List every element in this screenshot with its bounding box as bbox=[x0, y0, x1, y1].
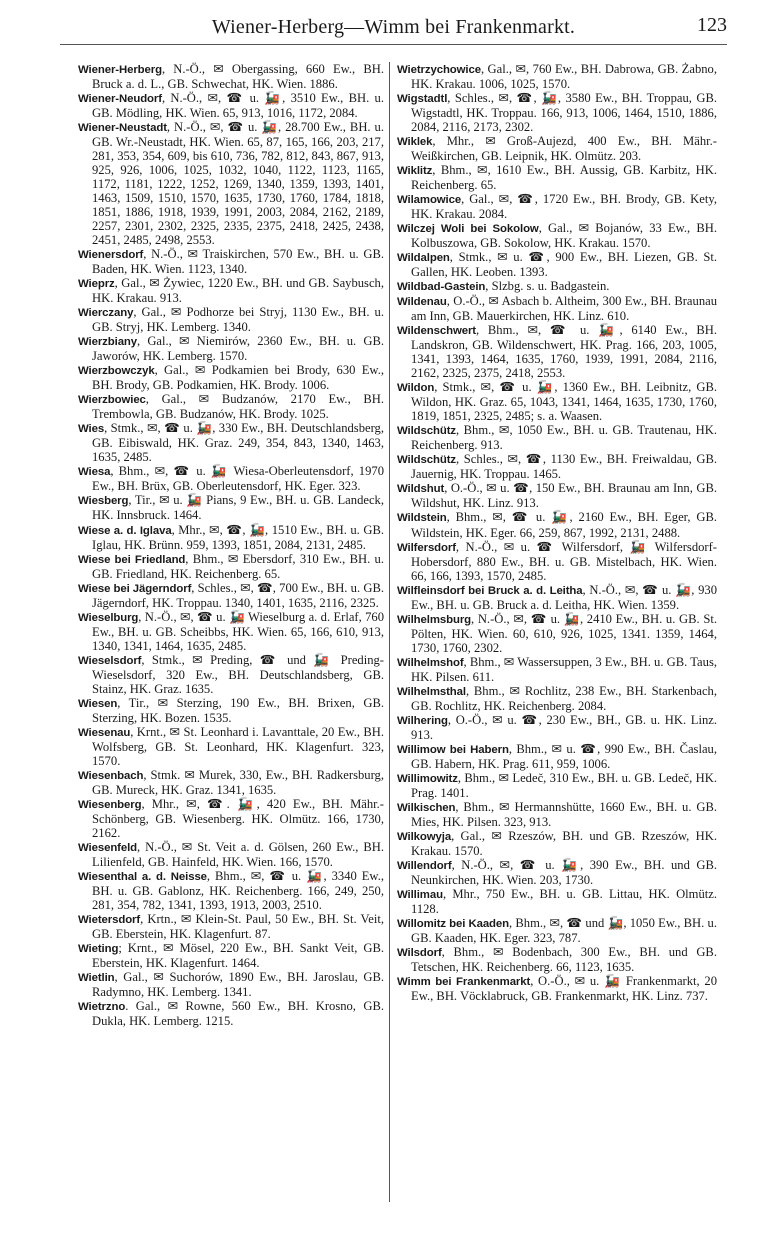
gazetteer-entry bbox=[397, 91, 717, 134]
gazetteer-entry bbox=[397, 452, 717, 481]
entry-details: , Gal., ✉ Rzeszów, BH. und GB. Rzeszów, HK. Krakau. 1570. bbox=[411, 828, 717, 858]
place-name: Wiesa bbox=[78, 466, 111, 479]
gazetteer-entry bbox=[397, 829, 717, 858]
entry-details: , Gal., ✉ Suchorów, 1890 Ew., BH. Jaroslau, GB. Radymno, HK. Lemberg. 1341. bbox=[92, 969, 384, 999]
entry-details: , N.-Ö., ✉, ☎ u. 🚂 Wieselburg a. d. Erlaf, 760 Ew., BH. u. GB. Scheibbs, HK. Wien. 65, 166, 610, 913, 1340, 1341, 1464, 1635, 2485. bbox=[92, 609, 384, 653]
gazetteer-entry bbox=[78, 493, 384, 522]
place-name: Wildbad-Gastein bbox=[397, 281, 486, 294]
place-name: Willomitz bei Kaaden bbox=[397, 917, 510, 930]
place-name: Wierzbowiec bbox=[78, 394, 146, 407]
gazetteer-entry bbox=[397, 742, 717, 771]
entry-details: , N.-Ö., ✉ Traiskirchen, 570 Ew., BH. u. GB. Baden, HK. Wien. 1123, 1340. bbox=[92, 247, 384, 277]
gazetteer-entry bbox=[78, 610, 384, 653]
gazetteer-entry bbox=[397, 916, 717, 945]
entry-details: , Bhm., ✉ u. ☎, 990 Ew., BH. Časlau, GB. Habern, HK. Prag. 611, 959, 1006. bbox=[411, 741, 717, 771]
gazetteer-entry bbox=[78, 912, 384, 941]
gazetteer-entry bbox=[78, 581, 384, 610]
gazetteer-entry bbox=[397, 887, 717, 916]
place-name: Wiese bei Jägerndorf bbox=[78, 582, 192, 595]
place-name: Wilkischen bbox=[397, 801, 456, 814]
gazetteer-entry bbox=[397, 221, 717, 250]
place-name: Wieprz bbox=[78, 278, 115, 291]
place-name: Wilhering bbox=[397, 714, 448, 727]
entry-details: , Bhm., ✉, ☎ u. 🚂, 2160 Ew., BH. Eger, GB. Wildstein, HK. Eger. 66, 259, 867, 1992, 2131, 2488. bbox=[411, 510, 717, 540]
place-name: Wilhelmsburg bbox=[397, 613, 472, 626]
place-name: Willimau bbox=[397, 888, 443, 901]
entry-details: , N.-Ö., ✉ St. Veit a. d. Gölsen, 260 Ew., BH. Lilienfeld, GB. Hainfeld, HK. Wien. 166, 1570. bbox=[92, 839, 384, 869]
entry-details: , Bhm., ✉, ☎ u. 🚂, 6140 Ew., BH. Landskron, GB. Wildenschwert, HK. Prag. 166, 203, 1005, 1341, 1393, 1464, 1635, 1760, 1939, 1991, 2084, 2116, 2162, 2325, 2375, 2418, 2553. bbox=[411, 323, 717, 381]
place-name: Wienersdorf bbox=[78, 249, 144, 262]
gazetteer-entry bbox=[78, 869, 384, 912]
entry-details: , Bhm., ✉, ☎ und 🚂, 1050 Ew., BH. u. GB. Kaaden, HK. Eger. 323, 787. bbox=[411, 915, 717, 945]
entry-details: . Gal., ✉ Rowne, 560 Ew., BH. Krosno, GB. Dukla, HK. Lemberg. 1215. bbox=[92, 999, 384, 1029]
gazetteer-entry bbox=[78, 840, 384, 869]
gazetteer-entry bbox=[397, 858, 717, 887]
place-name: Wildschütz bbox=[397, 454, 457, 467]
gazetteer-entry bbox=[397, 540, 717, 583]
place-name: Wilfleinsdorf bei Bruck a. d. Leitha bbox=[397, 584, 583, 597]
entry-details: , Bhm., ✉ Ledeč, 310 Ew., BH. u. GB. Ledeč, HK. Prag. 1401. bbox=[411, 770, 717, 800]
gazetteer-entry bbox=[397, 510, 717, 539]
running-title: Wiener-Herberg—Wimm bei Frankenmarkt. bbox=[211, 15, 576, 38]
entry-details: , Gal., ✉, 760 Ew., BH. Dabrowa, GB. Żabno, HK. Krakau. 1006, 1025, 1570. bbox=[411, 62, 717, 92]
gazetteer-entry bbox=[397, 380, 717, 423]
place-name: Wietrzychowice bbox=[397, 64, 481, 76]
place-name: Wiener-Neustadt bbox=[78, 122, 167, 135]
place-name: Wilhelmshof bbox=[397, 656, 464, 669]
place-name: Wiklitz bbox=[397, 165, 433, 178]
entry-details: , N.-Ö., ✉ u. ☎ Wilfersdorf, 🚂 Wilfersdorf-Hobersdorf, 880 Ew., BH. u. GB. Mistelbach, HK. Wien. 66, 166, 1393, 1570, 2485. bbox=[411, 539, 717, 583]
gazetteer-entry bbox=[397, 583, 717, 612]
entry-details: , O.-Ö., ✉ Asbach b. Altheim, 300 Ew., BH. Braunau am Inn, GB. Mauerkirchen, HK. Linz. 610. bbox=[411, 294, 717, 324]
place-name: Wierczany bbox=[78, 307, 134, 320]
gazetteer-entry bbox=[397, 481, 717, 510]
place-name: Wildalpen bbox=[397, 252, 450, 265]
place-name: Wiklek bbox=[397, 136, 433, 149]
gazetteer-entry bbox=[397, 612, 717, 655]
entry-details: , N.-Ö., ✉, ☎ u. 🚂, 3510 Ew., BH. u. GB. Mödling, HK. Wien. 65, 913, 1016, 1172, 2084. bbox=[92, 91, 384, 121]
place-name: Wigstadtl bbox=[397, 93, 448, 106]
entry-details: , O.-Ö., ✉ u. ☎, 150 Ew., BH. Braunau am Inn, GB. Wildshut, HK. Linz. 913. bbox=[411, 481, 717, 511]
gazetteer-entry bbox=[397, 163, 717, 192]
gazetteer-entry bbox=[397, 974, 717, 1003]
entry-details: , Bhm., ✉ Bodenbach, 300 Ew., BH. und GB. Tetschen, HK. Reichenberg. 66, 1123, 1635. bbox=[411, 944, 717, 974]
place-name: Willimow bei Habern bbox=[397, 743, 509, 756]
place-name: Wildschütz bbox=[397, 425, 457, 438]
entry-details: , Mhr., ✉, ☎, 🚂, 1510 Ew., BH. u. GB. Iglau, HK. Brünn. 959, 1393, 1851, 2084, 2131, 2485. bbox=[92, 522, 385, 552]
entry-details: ; Krnt., ✉ Mösel, 220 Ew., BH. Sankt Veit, GB. Eberstein, HK. Klagenfurt. 1464. bbox=[92, 940, 384, 970]
place-name: Wilczej Woli bei Sokolow bbox=[397, 223, 539, 236]
entry-details: , Stmk., ✉, ☎ u. 🚂, 330 Ew., BH. Deutschlandsberg, GB. Eibiswald, HK. Graz. 249, 354, 843, 1340, 1463, 1635, 2485. bbox=[92, 421, 384, 465]
gazetteer-entry bbox=[78, 464, 384, 493]
place-name: Wildenschwert bbox=[397, 325, 476, 338]
entry-details: , Krnt., ✉ St. Leonhard i. Lavanttale, 20 Ew., BH. Wolfsberg, GB. St. Leonhard, HK. Klagenfurt. 323, 1570. bbox=[92, 724, 384, 768]
page-header bbox=[60, 10, 727, 45]
gazetteer-entry bbox=[397, 62, 717, 91]
entry-details: , Gal., ✉ Żywiec, 1220 Ew., BH. und GB. Saybusch, HK. Krakau. 913. bbox=[92, 276, 384, 306]
entry-details: , Bhm., ✉, ☎ u. 🚂 Wiesa-Oberleutensdorf, 1970 Ew., BH. Brüx, GB. Oberleutensdorf, HK. Eger. 323. bbox=[92, 464, 384, 494]
place-name: Wiese bei Friedland bbox=[78, 553, 186, 566]
gazetteer-entry bbox=[78, 91, 384, 120]
entry-details: , Bhm., ✉ Wassersuppen, 3 Ew., BH. u. GB. Taus, HK. Pilsen. 611. bbox=[411, 654, 717, 684]
place-name: Wimm bei Frankenmarkt bbox=[397, 975, 531, 988]
place-name: Wiener-Neudorf bbox=[78, 93, 162, 106]
entry-details: , Stmk., ✉, ☎ u. 🚂, 1360 Ew., BH. Leibnitz, GB. Wildon, HK. Graz. 65, 1043, 1341, 1464, 1635, 1730, 1760, 1819, 1851, 2325, 2485; s. a. Waasen. bbox=[411, 380, 717, 424]
entry-details: , Schles., ✉, ☎, 700 Ew., BH. u. GB. Jägerndorf, HK. Troppau. 1340, 1401, 1635, 2116, 2325. bbox=[92, 580, 384, 610]
entry-details: , Gal., ✉ Budzanów, 2170 Ew., BH. Trembowla, GB. Budzanów, HK. Brody. 1025. bbox=[92, 392, 384, 422]
entry-details: , Gal., ✉ Niemirów, 2360 Ew., BH. u. GB. Jaworów, HK. Lemberg. 1570. bbox=[92, 334, 384, 364]
gazetteer-entry bbox=[78, 768, 384, 797]
gazetteer-entry bbox=[397, 945, 717, 974]
gazetteer-entry bbox=[397, 684, 717, 713]
gazetteer-entry bbox=[78, 941, 384, 970]
entry-details: , N.-Ö., ✉, ☎ u. 🚂, 2410 Ew., BH. u. GB. St. Pölten, HK. Wien. 60, 610, 926, 1025, 1341. 1359, 1464, 1730, 1760, 2302. bbox=[411, 611, 717, 655]
gazetteer-entry bbox=[397, 192, 717, 221]
gazetteer-entry bbox=[78, 247, 384, 276]
entry-details: , Gal., ✉ Podkamien bei Brody, 630 Ew., BH. Brody, GB. Podkamien, HK. Brody. 1006. bbox=[92, 363, 384, 393]
gazetteer-entry bbox=[397, 771, 717, 800]
place-name: Willendorf bbox=[397, 859, 452, 872]
gazetteer-entry bbox=[397, 423, 717, 452]
entry-details: , Bhm., ✉ Ebersdorf, 310 Ew., BH. u. GB. Friedland, HK. Reichenberg. 65. bbox=[92, 551, 384, 581]
entry-details: , N.-Ö., ✉, ☎ u. 🚂, 28.700 Ew., BH. u. GB. Wr.-Neustadt, HK. Wien. 65, 87, 165, 166, 203, 217, 281, 353, 354, 609, bis 610, 736, 782, 812, 843, 867, 913, 925, 926, 1006, 1025, 1032, 1040, 1122, 1123, 1165, 1172, 1181, 1222, 1252, 1269, 1340, 1359, 1393, 1401, 1463, 1509, 1510, 1570, 1635, 1730, 1760, 1784, 1818, 1851, 1886, 1918, 1939, 1991, 2003, 2084, 2162, 2189, 2257, 2301, 2302, 2325, 2335, 2375, 2418, 2425, 2438, 2451, 2485, 2498, 2553. bbox=[92, 120, 384, 248]
entry-details: , Tir., ✉ Sterzing, 190 Ew., BH. Brixen, GB. Sterzing, HK. Bozen. 1535. bbox=[92, 695, 384, 725]
gazetteer-entry bbox=[397, 655, 717, 684]
place-name: Wies bbox=[78, 423, 105, 436]
place-name: Wiesenberg bbox=[78, 798, 142, 811]
entry-details: , Mhr., 750 Ew., BH. u. GB. Littau, HK. Olmütz. 1128. bbox=[411, 886, 717, 916]
gazetteer-entry bbox=[78, 421, 384, 464]
gazetteer-entry bbox=[78, 334, 384, 363]
gazetteer-entry bbox=[78, 696, 384, 725]
gazetteer-entry bbox=[78, 392, 384, 421]
entry-details: , Gal., ✉ Bojanów, 33 Ew., BH. Kolbuszowa, GB. Sokolow, HK. Krakau. 1570. bbox=[411, 221, 717, 251]
entry-details: , Bhm., ✉, 1610 Ew., BH. Aussig, GB. Karbitz, HK. Reichenberg. 65. bbox=[411, 163, 717, 193]
entry-details: , O.-Ö., ✉ u. 🚂 Frankenmarkt, 20 Ew., BH. Vöcklabruck, GB. Frankenmarkt, HK. Linz. 737. bbox=[411, 973, 717, 1003]
entry-details: , Bhm., ✉ Rochlitz, 238 Ew., BH. Starkenbach, GB. Rochlitz, HK. Reichenberg. 2084. bbox=[411, 683, 717, 713]
gazetteer-entry bbox=[78, 653, 384, 696]
page-number: 123 bbox=[697, 14, 727, 36]
left-column bbox=[78, 62, 384, 1202]
place-name: Wietlin bbox=[78, 971, 115, 984]
gazetteer-entry bbox=[78, 62, 384, 91]
gazetteer-entry bbox=[78, 970, 384, 999]
place-name: Wiesenau bbox=[78, 726, 131, 739]
entry-details: , Stmk., ✉ u. ☎, 900 Ew., BH. Liezen, GB. St. Gallen, HK. Leoben. 1393. bbox=[411, 250, 717, 280]
gazetteer-entry bbox=[397, 713, 717, 742]
place-name: Wildon bbox=[397, 382, 435, 395]
place-name: Wilkowyja bbox=[397, 830, 452, 843]
place-name: Willimowitz bbox=[397, 772, 458, 785]
gazetteer-entry bbox=[397, 323, 717, 380]
gazetteer-entry bbox=[78, 999, 384, 1028]
entry-details: , Gal., ✉, ☎, 1720 Ew., BH. Brody, GB. Kety, HK. Krakau. 2084. bbox=[411, 192, 717, 222]
gazetteer-entry bbox=[78, 363, 384, 392]
entry-details: , O.-Ö., ✉ u. ☎, 230 Ew., BH., GB. u. HK. Linz. 913. bbox=[411, 712, 717, 742]
place-name: Wiese a. d. Iglava bbox=[78, 524, 172, 537]
entry-details: , Gal., ✉ Podhorze bei Stryj, 1130 Ew., BH. u. GB. Stryj, HK. Lemberg. 1340. bbox=[92, 305, 384, 335]
entry-details: , Mhr., ✉ Groß-Aujezd, 400 Ew., BH. Mähr.-Weißkirchen, GB. Leipnik, HK. Olmütz. 203. bbox=[411, 134, 717, 164]
entry-details: , Mhr., ✉, ☎. 🚂, 420 Ew., BH. Mähr.-Schönberg, GB. Wiesenberg. HK. Olmütz. 166, 1730, 2162. bbox=[92, 796, 384, 840]
entry-details: , Bhm., ✉ Hermannshütte, 1660 Ew., BH. u. GB. Mies, HK. Pilsen. 323, 913. bbox=[411, 799, 717, 829]
place-name: Wilsdorf bbox=[397, 946, 442, 959]
place-name: Wierzbiany bbox=[78, 336, 138, 349]
place-name: Wiesberg bbox=[78, 495, 129, 508]
place-name: Wilamowice bbox=[397, 194, 462, 207]
gazetteer-entry bbox=[78, 276, 384, 305]
place-name: Wieselburg bbox=[78, 611, 139, 624]
place-name: Wildshut bbox=[397, 483, 445, 496]
entry-details: , N.-Ö., ✉, ☎ u. 🚂, 390 Ew., BH. und GB. Neunkirchen, HK. Wien. 203, 1730. bbox=[411, 857, 717, 887]
entry-details: , Slzbg. s. u. Badgastein. bbox=[485, 279, 610, 294]
place-name: Wilhelmsthal bbox=[397, 685, 466, 698]
entry-details: , N.-Ö., ✉, ☎ u. 🚂, 930 Ew., BH. u. GB. Bruck a. d. Leitha, HK. Wien. 1359. bbox=[411, 582, 717, 612]
entry-details: , Krtn., ✉ Klein-St. Paul, 50 Ew., BH. St. Veit, GB. Eberstein, HK. Klagenfurt. 87. bbox=[92, 911, 384, 941]
gazetteer-entry bbox=[78, 523, 384, 552]
place-name: Wietrzno bbox=[78, 1001, 126, 1014]
place-name: Wiesenthal a. d. Neisse bbox=[78, 870, 207, 883]
gazetteer-entry bbox=[78, 725, 384, 768]
place-name: Wiesenbach bbox=[78, 769, 144, 782]
place-name: Wildstein bbox=[397, 512, 447, 525]
entry-details: , Stmk., ✉ Preding, ☎ und 🚂 Preding-Wieselsdorf, 320 Ew., BH. Deutschlandsberg, GB. Stainz, HK. Graz. 1635. bbox=[92, 652, 384, 696]
gazetteer-entry bbox=[78, 797, 384, 840]
place-name: Wildenau bbox=[397, 296, 447, 309]
gazetteer-entry bbox=[397, 800, 717, 829]
place-name: Wierzbowczyk bbox=[78, 365, 155, 378]
gazetteer-entry bbox=[397, 134, 717, 163]
gazetteer-entry bbox=[397, 250, 717, 279]
right-column bbox=[397, 62, 717, 1202]
entry-details: , Schles., ✉, ☎, 🚂, 3580 Ew., BH. Troppau, GB. Wigstadtl, HK. Troppau. 166, 913, 1006, 1464, 1510, 1886, 2084, 2116, 2173, 2302. bbox=[411, 91, 717, 135]
place-name: Wiesenfeld bbox=[78, 841, 138, 854]
place-name: Wieselsdorf bbox=[78, 654, 142, 667]
place-name: Wilfersdorf bbox=[397, 541, 456, 554]
entry-details: , Stmk. ✉ Murek, 330, Ew., BH. Radkersburg, GB. Mureck, HK. Graz. 1341, 1635. bbox=[92, 767, 384, 797]
entry-details: , Schles., ✉, ☎, 1130 Ew., BH. Freiwaldau, GB. Jauernig, HK. Troppau. 1465. bbox=[411, 452, 717, 482]
gazetteer-entry bbox=[78, 552, 384, 581]
entry-details: , N.-Ö., ✉ Obergassing, 660 Ew., BH. Bruck a. d. L., GB. Schwechat, HK. Wien. 1886. bbox=[92, 62, 384, 92]
gazetteer-entry bbox=[397, 294, 717, 323]
place-name: Wietersdorf bbox=[78, 913, 141, 926]
place-name: Wiesen bbox=[78, 697, 118, 710]
gazetteer-entry bbox=[78, 305, 384, 334]
place-name: Wieting bbox=[78, 942, 119, 955]
place-name: Wiener-Herberg bbox=[78, 64, 162, 76]
entry-details: , Bhm., ✉, ☎ u. 🚂, 3340 Ew., BH. u. GB. Gablonz, HK. Reichenberg. 166, 249, 250, 281, 354, 782, 1341, 1393, 1913, 2003, 2510. bbox=[92, 868, 385, 912]
gazetteer-entry bbox=[397, 279, 717, 294]
entry-details: , Bhm., ✉, 1050 Ew., BH. u. GB. Trautenau, HK. Reichenberg. 913. bbox=[411, 423, 717, 453]
column-divider bbox=[389, 62, 390, 1202]
entry-details: , Tir., ✉ u. 🚂 Pians, 9 Ew., BH. u. GB. Landeck, HK. Innsbruck. 1464. bbox=[92, 493, 384, 523]
gazetteer-entry bbox=[78, 120, 384, 247]
